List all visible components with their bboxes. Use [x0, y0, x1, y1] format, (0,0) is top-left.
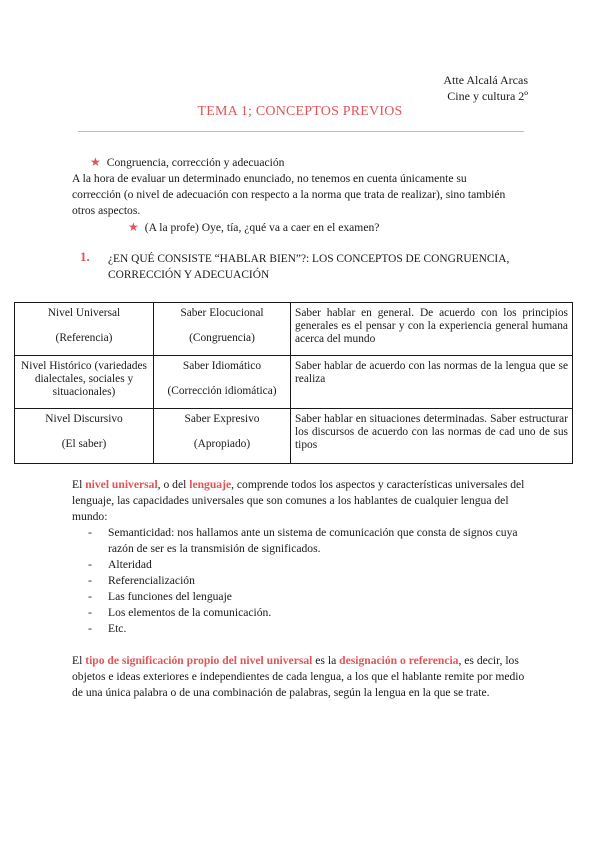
universal-features-list [88, 525, 528, 637]
paragraph-significacion [72, 653, 532, 701]
saber-sub: (Apropiado) [193, 438, 251, 450]
para2-text-3: , es decir, los objetos e ideas exteriores e independientes de cada lengua, a los que el hablante remite por medio de una única palabra o de una combinación de palabras, según la lengua en la que se trate. [72, 654, 525, 699]
paragraph-nivel-universal [72, 477, 532, 525]
bullet-congruencia-text: Congruencia, corrección y adecuación [106, 156, 285, 169]
bullet-profe [128, 219, 379, 236]
section-heading [108, 251, 518, 283]
table-row [15, 409, 573, 464]
level-sub: (El saber) [61, 438, 107, 450]
section-number: 1. [80, 249, 90, 264]
table-cell-level [15, 356, 154, 409]
table-cell-level [15, 303, 154, 356]
title-divider [78, 131, 524, 132]
list-item-text: Semanticidad: nos hallamos ante un sistema de comunicación que consta de signos cuya razón de ser es la transmisión de significados. [108, 526, 518, 555]
table-cell-saber [154, 303, 291, 356]
table-cell-level [15, 409, 154, 464]
intro-line-3: otros aspectos. [72, 204, 141, 217]
table-cell-saber [154, 356, 291, 409]
saber-label: Saber Idiomático [182, 360, 262, 372]
star-icon: ★ [128, 220, 139, 234]
list-item: - Semanticidad: nos hallamos ante un sistema de comunicación que consta de signos cuya razón de ser es la transmisión de significados. [88, 526, 518, 555]
saber-label: Saber Expresivo [184, 413, 260, 425]
list-item: - Etc. [88, 622, 127, 635]
para1-text-3: , comprende todos los aspectos y características universales del lenguaje, las capacidades universales que son comunes a los hablantes de cualquier lengua del mundo: [72, 478, 525, 523]
level-sub: (Referencia) [55, 332, 113, 344]
para1-text-2: , o del [157, 478, 190, 491]
section-heading-line-2: CORRECCIÓN Y ADECUACIÓN [108, 269, 270, 281]
list-item: - Alteridad [88, 558, 152, 571]
table-cell-desc: Saber hablar en general. De acuerdo con los principios generales es el pensar y con la experiencia general humana acerca del mundo [291, 303, 573, 356]
bullet-congruencia [90, 154, 284, 171]
page-title: TEMA 1; CONCEPTOS PREVIOS [197, 104, 403, 119]
star-icon: ★ [90, 155, 101, 169]
list-item: - Referencialización [88, 574, 195, 587]
table-row [15, 303, 573, 356]
intro-line-1: A la hora de evaluar un determinado enunciado, no tenemos en cuenta únicamente su [72, 172, 467, 185]
levels-table [14, 302, 573, 464]
para1-highlight-1: nivel universal [85, 478, 158, 491]
para2-text-1: El [72, 654, 86, 667]
bullet-profe-text: (A la profe) Oye, tía, ¿qué va a caer en el examen? [144, 221, 380, 234]
para2-highlight-1: tipo de significación propio del nivel universal [85, 654, 313, 667]
level-label: Nivel Discursivo [45, 413, 123, 425]
level-label: Nivel Universal [47, 307, 121, 319]
para2-highlight-2: designación o referencia [339, 654, 459, 667]
para1-text-1: El [72, 478, 86, 491]
para1-highlight-2: lenguaje [189, 478, 232, 491]
section-heading-line-1: ¿EN QUÉ CONSISTE “HABLAR BIEN”?: LOS CONCEPTOS DE CONGRUENCIA, [108, 253, 510, 265]
list-item-text: Los elementos de la comunicación. [108, 606, 272, 619]
table-cell-desc: Saber hablar en situaciones determinadas. Saber estructurar los discursos de acuerdo con las normas de cad uno de sus tipos [291, 409, 573, 464]
list-item-text: Alteridad [108, 558, 152, 571]
list-item-text: Referencialización [108, 574, 195, 587]
author-name: Atte Alcalá Arcas [443, 73, 528, 87]
list-item-text: Etc. [108, 622, 127, 635]
level-label: Nivel Histórico (variedades dialectales, sociales y situacionales) [21, 360, 147, 398]
saber-sub: (Congruencia) [189, 332, 255, 344]
saber-label: Saber Elocucional [180, 307, 264, 319]
list-item: - Los elementos de la comunicación. [88, 606, 272, 619]
list-item-text: Las funciones del lenguaje [108, 590, 232, 603]
table-cell-desc: Saber hablar de acuerdo con las normas de la lengua que se realiza [291, 356, 573, 409]
saber-sub: (Corrección idiomática) [167, 385, 277, 397]
para2-text-2: es la [312, 654, 340, 667]
table-cell-saber [154, 409, 291, 464]
list-item: - Las funciones del lenguaje [88, 590, 232, 603]
course-name: Cine y cultura 2º [447, 89, 528, 103]
intro-line-2: corrección (o nivel de adecuación con respecto a la norma que trata de realizar), sino también [72, 188, 506, 201]
table-row [15, 356, 573, 409]
